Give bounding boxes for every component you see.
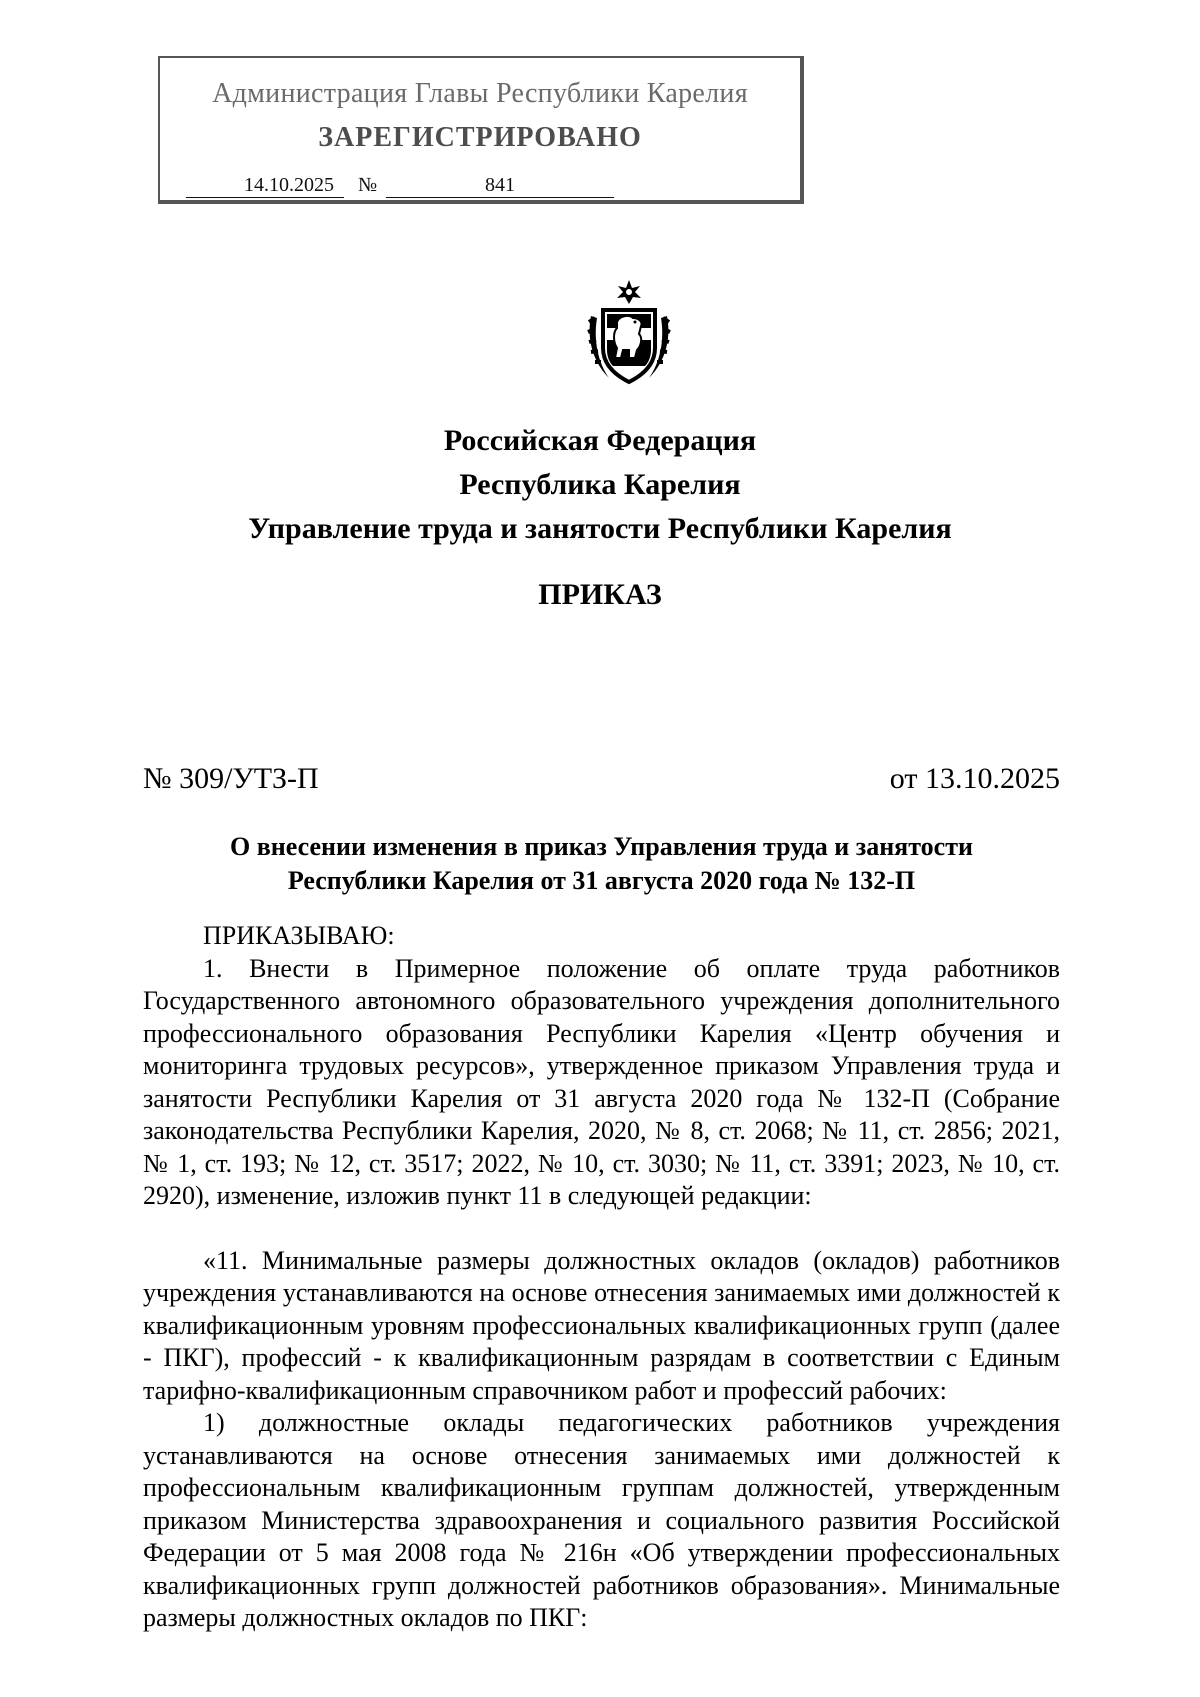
- body-paragraph-2: «11. Минимальные размеры должностных окладов (окладов) работников учреждения устанавливаются на основе отнесения занимаемых ими должностей к квалификационным уровням профессиональных квалификационных групп (далее - ПКГ), профессий - к квалификационным разрядам в соответствии с Единым тарифно-квалификационным справочником работ и профессий рабочих:: [143, 1245, 1060, 1405]
- body-paragraph-3: 1) должностные оклады педагогических работников учреждения устанавливаются на основе отнесения занимаемых ими должностей к профессиональным квалификационным группам должностей, утвержденным приказом Министерства здравоохранения и социального развития Российской Федерации от 5 мая 2008 года № 216н «Об утверждении профессиональных квалификационных групп должностей работников образования». Минимальные размеры должностных окладов по ПКГ:: [143, 1408, 1060, 1632]
- stamp-number: 841: [386, 174, 614, 198]
- stamp-status: ЗАРЕГИСТРИРОВАНО: [318, 122, 642, 153]
- order-date: от 13.10.2025: [889, 762, 1060, 795]
- order-number: № 309/УТЗ-П: [143, 762, 319, 795]
- order-subject: [143, 830, 1060, 898]
- region-title: Республика Карелия: [459, 468, 741, 501]
- subject-line-2: Республики Карелия от 31 августа 2020 года № 132-П: [287, 866, 916, 895]
- stamp-organization: Администрация Главы Республики Карелия: [212, 78, 748, 109]
- country-title: Российская Федерация: [443, 424, 757, 457]
- document-type: ПРИКАЗ: [538, 578, 662, 611]
- order-body: [143, 920, 1060, 1635]
- authority-title: Управление труда и занятости Республики Карелия: [248, 512, 952, 545]
- body-paragraph-order: ПРИКАЗЫВАЮ:: [203, 921, 395, 950]
- body-paragraph-1: 1. Внести в Примерное положение об оплате труда работников Государственного автономного образовательного учреждения дополнительного профессионального образования Республики Карелия «Центр обучения и мониторинга трудовых ресурсов», утвержденное приказом Управления труда и занятости Республики Карелия от 31 августа 2020 года № 132-П (Собрание законодательства Республики Карелия, 2020, № 8, ст. 2068; № 11, ст. 2856; 2021, № 1, ст. 193; № 12, ст. 3517; 2022, № 10, ст. 3030; № 11, ст. 3391; 2023, № 10, ст. 2920), изменение, изложив пункт 11 в следующей редакции:: [143, 953, 1060, 1210]
- registration-stamp: [158, 56, 804, 204]
- subject-line-1: О внесении изменения в приказ Управления труда и занятости: [230, 832, 973, 861]
- stamp-date: 14.10.2025: [186, 174, 344, 198]
- stamp-number-sign: №: [358, 174, 378, 196]
- coat-of-arms-icon: [583, 278, 675, 390]
